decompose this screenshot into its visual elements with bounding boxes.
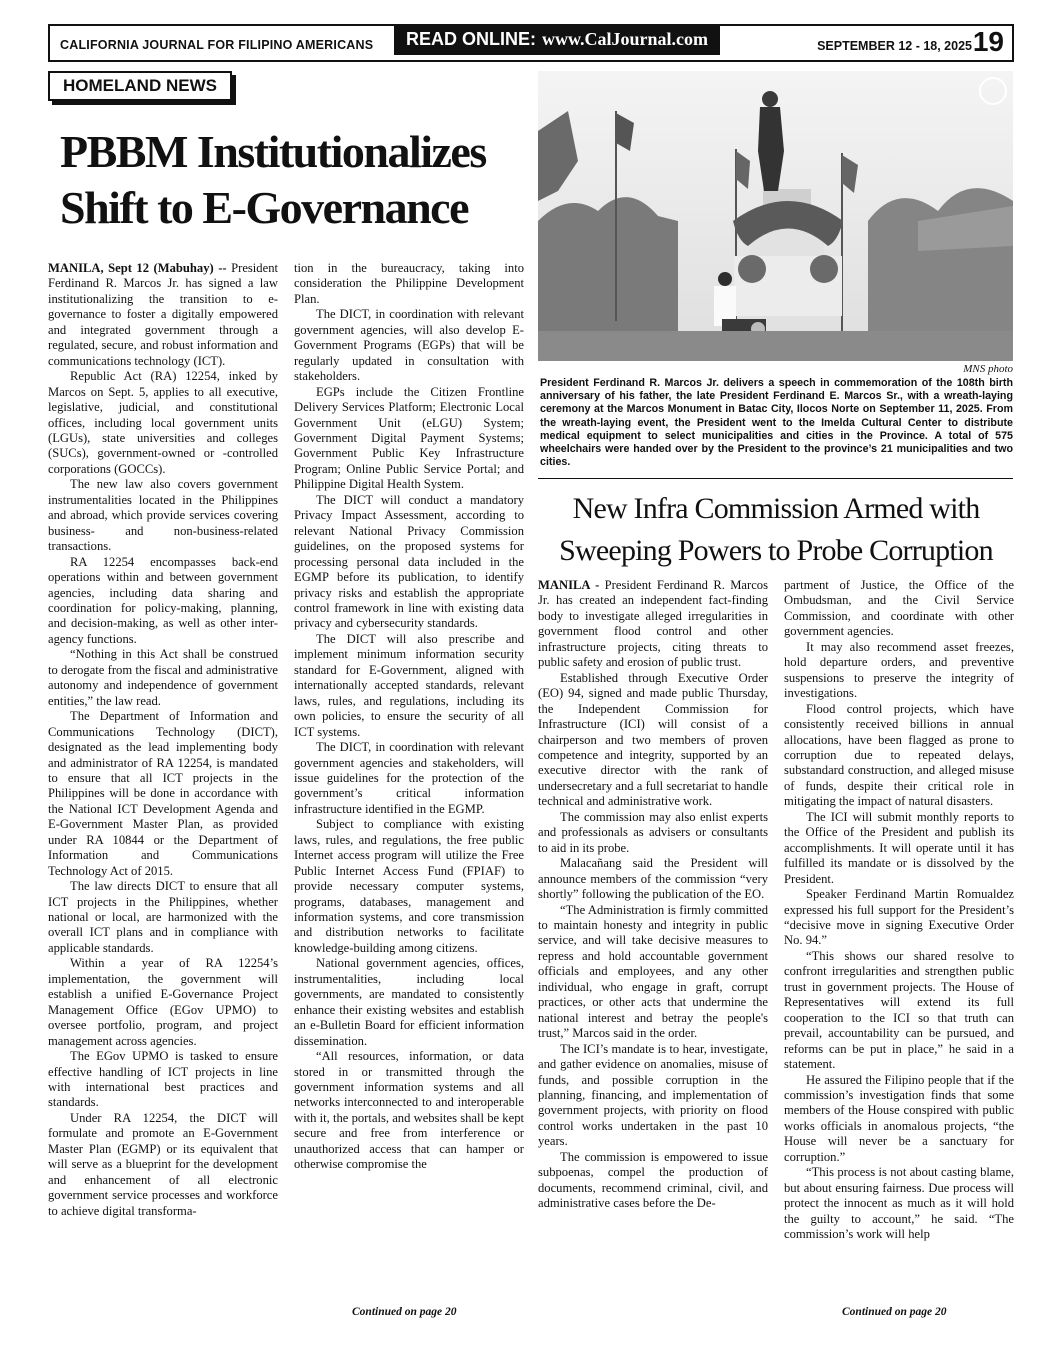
paragraph: [784, 702, 1014, 810]
photo-credit: MNS photo: [963, 363, 1013, 375]
paragraph-text: The Department of Information and Communications Technology (DICT), designated as the lead implementing body and administrator of RA 12254, is mandated to ensure that all ICT projects in the Philippines will be done in accordance with the National ICT Development Agenda and E-Government Master Plan, as provided under RA 10844 or the Department of Information and Communications Technology Act of 2015.: [48, 709, 278, 878]
paragraph: [538, 671, 768, 810]
article1-headline-line1: PBBM Institutionalizes: [60, 126, 486, 177]
article2-continued: Continued on page 20: [842, 1306, 947, 1318]
paragraph: [784, 887, 1014, 949]
paragraph-text: Established through Executive Order (EO) 94, signed and made public Thursday, the Independent Commission for Infrastructure (ICI) will consist of a chairperson and two members of proven competence and integrity, supported by an executive director with the rank of undersecretary and a full secretariat to handle technical and administrative work.: [538, 670, 768, 809]
paragraph: [48, 879, 278, 956]
paragraph-text: The law directs DICT to ensure that all ICT projects in the Philippines, whether national or local, are harmonized with the overall ICT plans and in compliance with applicable standards.: [48, 879, 278, 955]
read-online-link[interactable]: www.CalJournal.com: [542, 29, 708, 49]
paragraph-text: The ICI’s mandate is to hear, investigate, and gather evidence on anomalies, misuse of funds, and possible corruption in the planning, financing, and implementation of government projects, with priority on flood control works undertaken in the past 10 years.: [538, 1041, 768, 1149]
paragraph-text: “The Administration is firmly committed to maintain honesty and integrity in public service, and will take decisive measures to repress and hold accountable government officials and employees, and any other individual, who engage in graft, corrupt practices, or other acts that undermine the national interest and betray the people's trust,” Marcos said in the order.: [538, 902, 768, 1041]
paragraph: [294, 307, 524, 384]
paragraph: [538, 856, 768, 902]
dateline: MANILA, Sept 12 (Mabuhay) --: [48, 261, 227, 275]
paragraph-text: Flood control projects, which have consistently received billions in annual allocations, have been flagged as prone to corruption due to repeated delays, substandard construction, and alleged misuse of funds, despite their critical role in mitigating the impact of natural disasters.: [784, 701, 1014, 809]
paragraph-text: President Ferdinand R. Marcos Jr. has created an independent fact-finding body to investigate alleged irregularities in government flood control and other infrastructure projects, citing threats to public safety and erosion of public trust.: [538, 578, 768, 670]
article1-column-1: [48, 261, 278, 1219]
caption-divider: [538, 478, 1013, 479]
paragraph: [538, 810, 768, 856]
paragraph: [48, 956, 278, 1049]
news-photo: [538, 71, 1013, 361]
paragraph: [48, 1111, 278, 1219]
article1-headline-line2: Shift to E-Governance: [60, 182, 469, 233]
paragraph: [784, 949, 1014, 1073]
paragraph: [294, 817, 524, 956]
header-left-rule: [48, 24, 50, 60]
page-number: 19: [972, 26, 1004, 57]
paragraph: [48, 261, 278, 369]
paragraph: [784, 1165, 1014, 1242]
paragraph: [784, 640, 1014, 702]
paragraph-text: The commission may also enlist experts and professionals as advisers or consultants to aid in its probe.: [538, 809, 768, 855]
paragraph-text: The new law also covers government instrumentalities located in the Philippines and abroad, which provide services covering business- and non-business-related transactions.: [48, 477, 278, 554]
paragraph: [294, 261, 524, 307]
paragraph-text: The EGov UPMO is tasked to ensure effective handling of ICT projects in line with international best practices and standards.: [48, 1049, 278, 1110]
article2-column-2: [784, 578, 1014, 1242]
paragraph-text: “Nothing in this Act shall be construed to derogate from the fiscal and administrative autonomy and independence of government entities,” the law read.: [48, 647, 278, 708]
paragraph: [294, 1049, 524, 1173]
article2-column-1: [538, 578, 768, 1212]
article1-headline: [60, 124, 530, 236]
header-right-rule: [1012, 24, 1014, 60]
paragraph-text: Subject to compliance with existing laws, rules, and regulations, the free public Internet access program will utilize the Free Public Internet Access Fund (FPIAF) to provide necessary computer systems, programs, databases, management and information systems, and core transmission and distribution networks to facilitate knowledge-building among citizens.: [294, 817, 524, 955]
paragraph: [784, 578, 1014, 640]
page-header: [48, 24, 1014, 62]
paragraph-text: The DICT, in coordination with relevant government agencies, will also develop E-Government Programs (EGPs) that will be regularly updated in consultation with stakeholders.: [294, 307, 524, 384]
paragraph: [294, 740, 524, 817]
paragraph-text: The DICT will conduct a mandatory Privacy Impact Assessment, according to relevant National Privacy Commission guidelines, on the proposed systems for processing personal data included in the EGMP before its publication, to identify privacy risks and establish the appropriate control framework in line with existing data privacy and cybersecurity standards.: [294, 492, 524, 631]
paragraph: [294, 632, 524, 740]
article1-column-2: [294, 261, 524, 1173]
issue-date: SEPTEMBER 12 - 18, 2025: [817, 39, 972, 53]
paragraph-text: President Ferdinand R. Marcos Jr. has signed a law institutionalizing the transition to e-governance to foster a digitally empowered and integrated government through a regulated, secure, and robust information and communications technology (ICT).: [48, 261, 278, 368]
paragraph: [294, 493, 524, 632]
paragraph: [538, 1042, 768, 1150]
section-label: HOMELAND NEWS: [48, 71, 232, 101]
paragraph: [48, 1049, 278, 1111]
read-online-banner[interactable]: [394, 24, 720, 55]
paragraph-text: tion in the bureaucracy, taking into consideration the Philippine Development Plan.: [294, 261, 524, 306]
paragraph-text: partment of Justice, the Office of the Ombudsman, and the Civil Service Commission, and coordinate with other government agencies.: [784, 578, 1014, 639]
paragraph-text: “All resources, information, or data stored in or transmitted through the government information systems and all networks interconnected to and interoperable with it, the portals, and websites shall be kept secure and free from interference or unauthorized access that can hamper or otherwise compromise the: [294, 1049, 524, 1172]
paragraph: [538, 1150, 768, 1212]
paragraph-text: It may also recommend asset freezes, hold departure orders, and preventive suspensions to preserve the integrity of investigations.: [784, 639, 1014, 701]
paragraph-text: National government agencies, offices, instrumentalities, including local governments, are mandated to consistently enhance their existing websites and establish an e-Bulletin Board for efficient information dissemination.: [294, 956, 524, 1048]
paragraph: [294, 956, 524, 1049]
paragraph-text: Republic Act (RA) 12254, inked by Marcos on Sept. 5, applies to all executive, legislative, judicial, and constitutional offices, including local government units (LGUs), state universities and colleges (SUCs), government-owned or -controlled corporations (GOCCs).: [48, 369, 278, 476]
paragraph-text: He assured the Filipino people that if the commission’s investigation finds that some members of the House conspired with public works officials in anomalous projects, “the House will never be a sanctuary for corruption.”: [784, 1072, 1014, 1164]
article2-headline-line2: Sweeping Powers to Probe Corruption: [559, 534, 993, 567]
paragraph-text: The commission is empowered to issue subpoenas, compel the production of documents, recommend criminal, civil, and administrative cases before the De-: [538, 1149, 768, 1211]
article2-headline: [540, 488, 1012, 572]
paragraph-text: Under RA 12254, the DICT will formulate and promote an E-Government Master Plan (EGMP) or its equivalent that will serve as a blueprint for the development and enhancement of all electronic government service processes and workforce to achieve digital transforma-: [48, 1110, 278, 1218]
paragraph-text: EGPs include the Citizen Frontline Delivery Services Platform; Electronic Local Government Unit (eLGU) System; Government Digital Payment Systems; Government Public Key Infrastructure Program; Online Public Service Portal; and Philippine Digital Health System.: [294, 384, 524, 492]
paragraph-text: Speaker Ferdinand Martin Romualdez expressed his full support for the President’s “decisive move in signing Executive Order No. 94.”: [784, 887, 1014, 948]
paragraph: [784, 810, 1014, 887]
article2-headline-line1: New Infra Commission Armed with: [572, 492, 980, 525]
paragraph: [538, 903, 768, 1042]
paragraph: [538, 578, 768, 671]
paragraph: [48, 477, 278, 554]
paragraph: [48, 647, 278, 709]
photo-caption: President Ferdinand R. Marcos Jr. delivers a speech in commemoration of the 108th birth anniversary of his father, the late President Ferdinand E. Marcos Sr., with a wreath-laying ceremony at the Marcos Monument in Batac City, Ilocos Norte on September 11, 2025. From the wreath-laying event, the President went to the Imelda Cultural Center to distribute medical equipment to select municipalities and cities in the Province. A total of 575 wheelchairs were handed over by the President to the province’s 21 municipalities and two cities.: [540, 377, 1013, 469]
paragraph: [294, 385, 524, 493]
monument-photo-illustration: [538, 71, 1013, 361]
paragraph: [48, 555, 278, 648]
paragraph-text: “This shows our shared resolve to confront irregularities and strengthen public trust in government projects. The House of Representatives will extend its full cooperation to the ICI so that truth can prevail, accountability can be pursued, and reforms can be put in place,” he said in a statement.: [784, 948, 1014, 1072]
paragraph: [48, 369, 278, 477]
paragraph-text: The ICI will submit monthly reports to the Office of the President and publish its accomplishments. It will operate until it has fulfilled its mandate or is dissolved by the President.: [784, 809, 1014, 886]
paragraph: [784, 1073, 1014, 1166]
paragraph-text: The DICT, in coordination with relevant government agencies and stakeholders, will issue guidelines for the protection of the government’s critical information infrastructure identified in the EGMP.: [294, 740, 524, 816]
paragraph-text: Within a year of RA 12254’s implementation, the government will establish a unified E-Governance Project Management Office (EGov UPMO) to oversee portfolio, program, and project management across agencies.: [48, 956, 278, 1048]
paragraph-text: “This process is not about casting blame, but about ensuring fairness. Due process will protect the innocent as much as it will hold the guilty to account,” he said. “The commission’s work will help: [784, 1165, 1014, 1242]
paragraph-text: Malacañang said the President will announce members of the commission “very shortly” following the publication of the EO.: [538, 856, 768, 902]
publication-name: CALIFORNIA JOURNAL FOR FILIPINO AMERICANS: [60, 38, 374, 52]
paragraph-text: RA 12254 encompasses back-end operations within and between government agencies, including data sharing and coordination for policy-making, planning, and decision-making, as well as other inter-agency functions.: [48, 554, 278, 646]
paragraph: [48, 709, 278, 879]
paragraph-text: The DICT will also prescribe and implement minimum information security standard for E-Government, aligned with internationally accepted standards, relevant laws, rules, and regulations, including its own policies, to ensure the security of all ICT systems.: [294, 631, 524, 739]
dateline: MANILA -: [538, 578, 600, 592]
read-online-label: READ ONLINE:: [406, 29, 536, 49]
article1-continued: Continued on page 20: [352, 1306, 457, 1318]
